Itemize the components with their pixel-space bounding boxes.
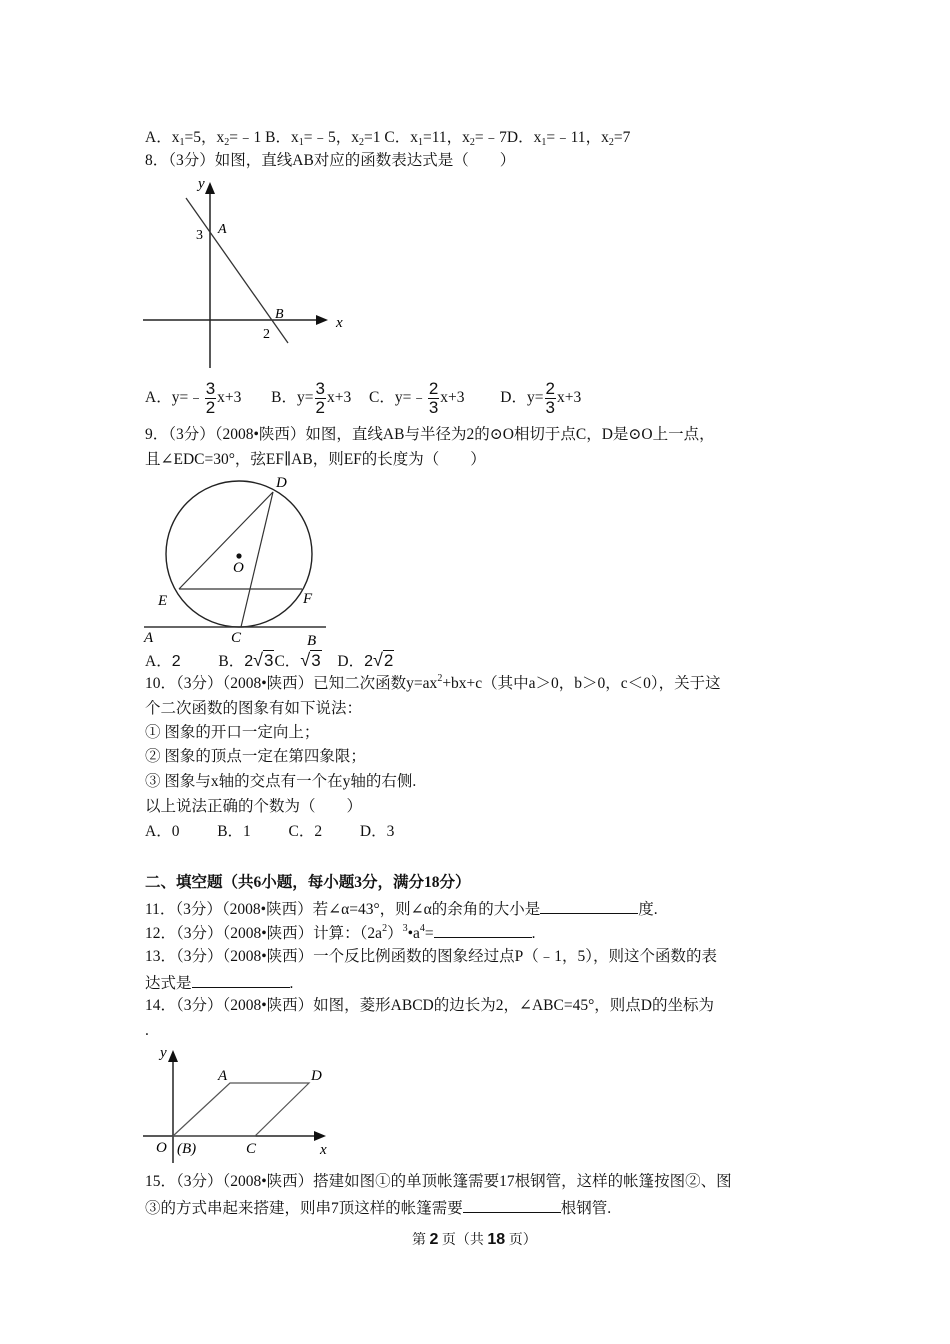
q8-x-label: x	[336, 315, 343, 331]
q10-exponent: 2	[437, 673, 443, 684]
q12-exp2: 3	[402, 923, 408, 934]
q8-figure	[140, 170, 360, 375]
q8-y-arrow-icon	[205, 182, 215, 194]
q12	[145, 921, 536, 945]
q8-line-ab	[186, 198, 288, 343]
q9-option-b: B．2√3	[218, 650, 274, 670]
q9-label-f: F	[303, 591, 313, 607]
q8-option-d: D．y= $\frac{2}{3}$ x+3	[500, 378, 582, 417]
q9-figure	[140, 470, 340, 650]
q9-label-c: C	[231, 630, 242, 646]
q8-option-c: C．y=﹣ $\frac{2}{3}$ x+3	[368, 378, 465, 417]
q13-period: .	[289, 975, 294, 992]
q9-line2: 且∠EDC=30°，弦EF∥AB，则EF的长度为（ ）	[145, 451, 486, 468]
q10-options	[145, 821, 394, 843]
q14-line1: 14．（3分）（2008•陕西）如图，菱形ABCD的边长为2，∠ABC=45°，则点D的坐标为	[145, 997, 714, 1014]
q12-paren: ）	[387, 925, 403, 942]
q9-label-d: D	[276, 475, 287, 491]
q7-option-d: D．$x_1=﹣11$，$x_2=7$	[506, 129, 631, 148]
q8-stem: 8．（3分）如图，直线AB对应的函数表达式是（ ）	[145, 152, 516, 169]
q9-label-b: B	[307, 633, 317, 649]
q12-times: •a	[407, 925, 420, 942]
q12-text: 12．（3分）（2008•陕西）计算：（2a	[145, 925, 383, 942]
q8-x-arrow-icon	[316, 315, 328, 325]
q9-option-a: A．2	[145, 653, 181, 670]
q12-equals: =	[424, 925, 434, 942]
page-footer	[412, 1229, 537, 1252]
q15-text: ③的方式串起来搭建，则串7顶这样的帐篷需要	[145, 1200, 463, 1217]
q9-label-o: O	[233, 560, 244, 576]
q10-option-b: B．1	[217, 823, 251, 840]
q8-option-b: B．y= $\frac{3}{2}$ x+3	[271, 378, 352, 417]
q7-option-b: B．$x_1=﹣5$，$x_2=1$	[265, 129, 381, 148]
q8-y-label: y	[198, 176, 205, 192]
q8-option-a: A．y=﹣ $\frac{3}{2}$ x+3	[145, 378, 242, 417]
q11-suffix: 度.	[638, 901, 658, 918]
q10-ask: 以上说法正确的个数为（ ）	[145, 798, 363, 815]
q13-answer-blank[interactable]	[192, 971, 290, 988]
q14-figure	[140, 1040, 340, 1165]
q8-y-intercept: 3	[196, 228, 203, 243]
q9-segment-dc	[241, 492, 273, 627]
q10-option-d: D．3	[359, 823, 395, 840]
q11-text: 11．（3分）（2008•陕西）若∠α=43°，则∠α的余角的大小是	[145, 901, 541, 918]
q14-label-a: A	[218, 1068, 228, 1084]
q9-option-d: D．2√2	[337, 650, 394, 670]
q14-label-c: C	[246, 1141, 257, 1157]
q12-exp3: 4	[419, 923, 425, 934]
q14-x-arrow-icon	[314, 1131, 326, 1141]
q14-line2: .	[145, 1022, 149, 1039]
footer-mid: 页（共	[441, 1233, 484, 1248]
q10-statement-2: ② 图象的顶点一定在第四象限；	[145, 748, 366, 765]
footer-pre: 第	[412, 1233, 426, 1248]
q15-line2	[145, 1196, 611, 1220]
q11	[145, 897, 658, 921]
q10-line1-pre: 10．（3分）（2008•陕西）已知二次函数y=ax	[145, 675, 438, 692]
q12-period: .	[531, 925, 536, 942]
q15-suffix: 根钢管.	[560, 1200, 612, 1217]
q13-line1: 13．（3分）（2008•陕西）一个反比例函数的图象经过点P（﹣1，5），则这个函数的表	[145, 948, 718, 965]
q13-text: 达式是	[145, 975, 192, 992]
q14-x-label: x	[320, 1142, 327, 1158]
q8-point-a: A	[218, 222, 227, 237]
q11-answer-blank[interactable]	[540, 897, 638, 914]
q9-center-dot	[236, 553, 241, 558]
q14-y-label: y	[160, 1045, 167, 1061]
q9-label-a: A	[144, 630, 154, 646]
q7-option-c: C．$x_1=11$，$x_2=﹣7$	[384, 129, 507, 148]
q12-exp1: 2	[382, 923, 388, 934]
q15-line1: 15．（3分）（2008•陕西）搭建如图①的单顶帐篷需要17根钢管，这样的帐篷按图②、图	[145, 1173, 732, 1190]
section2-title: 二、填空题（共6小题，每小题3分，满分18分）	[145, 874, 471, 891]
q10-line1	[145, 673, 721, 695]
q10-option-a: A．0	[145, 823, 180, 840]
q10-option-c: C．2	[288, 823, 323, 840]
q14-label-d: D	[311, 1068, 322, 1084]
q10-line1-post: +bx+c（其中a＞0，b＞0，c＜0），关于这	[442, 675, 721, 692]
q10-statement-1: ① 图象的开口一定向上；	[145, 724, 320, 741]
q9-options	[145, 649, 394, 673]
q9-segment-de	[179, 492, 273, 589]
q8-options	[145, 378, 581, 418]
q8-x-intercept: 2	[263, 327, 270, 342]
footer-post: 页）	[508, 1233, 537, 1248]
q9-option-c: C．√3	[274, 650, 321, 670]
q8-point-b: B	[275, 307, 284, 322]
q14-label-b: (B)	[177, 1141, 197, 1157]
page-number: 2	[429, 1231, 439, 1248]
q9-label-e: E	[158, 593, 168, 609]
q12-answer-blank[interactable]	[434, 921, 532, 938]
q14-y-arrow-icon	[168, 1050, 178, 1062]
q7-option-a: A．$x_1=5$，$x_2=﹣1$	[145, 129, 262, 148]
q14-rhombus-abcd	[173, 1083, 309, 1136]
q15-answer-blank[interactable]	[463, 1196, 561, 1213]
q10-statement-3: ③ 图象与x轴的交点有一个在y轴的右侧.	[145, 773, 417, 790]
q13-line2	[145, 971, 293, 995]
q10-line2: 个二次函数的图象有如下说法：	[145, 700, 363, 717]
q14-label-o: O	[156, 1140, 167, 1156]
q7-options	[145, 127, 630, 149]
q9-line1: 9．（3分）（2008•陕西）如图，直线AB与半径为2的⊙O相切于点C，D是⊙O上一点，	[145, 426, 715, 443]
page-total: 18	[487, 1231, 506, 1248]
